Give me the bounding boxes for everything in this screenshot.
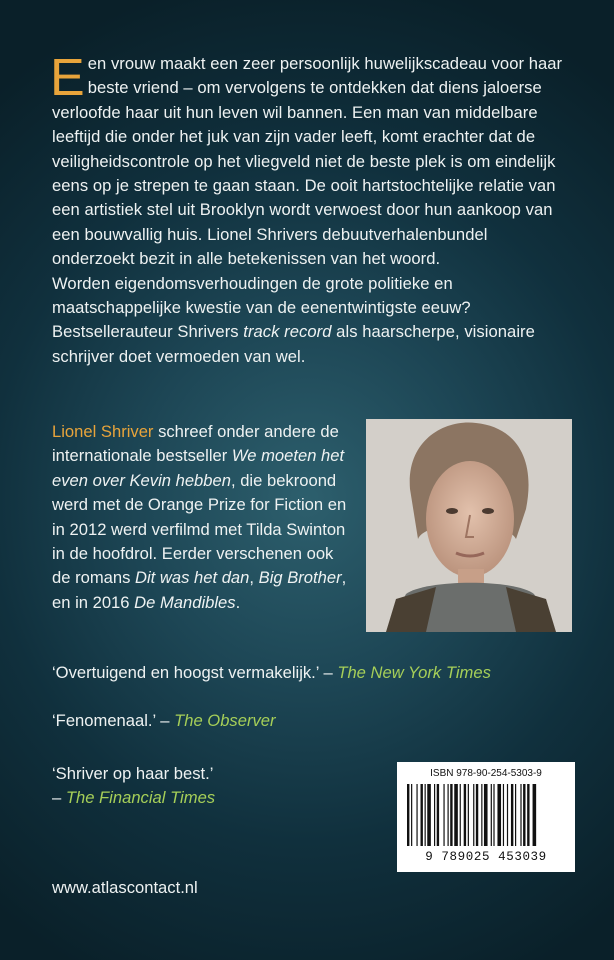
bio-book-4: De Mandibles <box>134 592 236 612</box>
publisher-website[interactable]: www.atlascontact.nl <box>52 878 198 897</box>
blurb-p3-end: als haarscherpe, visionaire schrijver doet vermoeden van wel. <box>52 322 535 366</box>
author-portrait-image <box>366 419 572 632</box>
barcode-bar <box>427 784 431 846</box>
quote-1-text: ‘Overtuigend en hoogst vermakelijk.’ – <box>52 663 338 682</box>
barcode <box>397 762 575 872</box>
isbn-label: ISBN 978-90-254-5303-9 <box>430 768 542 779</box>
author-bio-paragraph <box>52 420 352 615</box>
drop-cap: E <box>50 49 85 107</box>
blurb-p3-italic: track record <box>243 322 332 342</box>
blurb-paragraph-3 <box>52 320 572 369</box>
review-quote-financial-times <box>52 762 215 811</box>
barcode-bar <box>434 784 435 846</box>
bio-book-1: We moeten het even over Kevin hebben <box>52 446 345 490</box>
barcode-bar <box>454 784 458 846</box>
barcode-bar <box>407 784 409 846</box>
barcode-bar <box>520 784 521 846</box>
blurb-p3-start: Bestsellerauteur Shrivers <box>52 322 244 342</box>
barcode-bar <box>497 784 501 846</box>
barcode-bar <box>468 784 469 846</box>
barcode-bar <box>523 784 525 846</box>
quote-1-source: The New York Times <box>337 663 491 682</box>
barcode-bar <box>533 784 537 846</box>
author-name: Lionel Shriver <box>52 422 154 441</box>
barcode-bar <box>527 784 529 846</box>
review-quote-nyt <box>52 661 491 685</box>
blurb-paragraph-1-text: en vrouw maakt een zeer persoonlijk huwelijkscadeau voor haar beste vriend – om vervolgens te ontdekken dat diens jaloerse verloofde haar uit hun leven wil bannen. Een man van middelbare leeftijd die onder het juk van zijn vader leeft, komt erachter dat de veiligheidscontrole op het vliegveld niet de beste plek is om eindelijk eens op je strepen te gaan staan. De ooit hartstochtelijke relatie van een artistiek stel uit Brooklyn wordt verwoest door hun aankoop van een bouwvallig huis. Lionel Shrivers debuutverhalenbundel onderzoekt bezit in alle betekenissen van het woord. <box>52 54 563 269</box>
barcode-bar <box>493 784 494 846</box>
bio-book-2: Dit was het dan <box>135 568 250 588</box>
quote-3-dash: – <box>52 788 66 808</box>
barcode-bar <box>473 784 474 846</box>
ean-number: 9 789025 453039 <box>425 850 547 864</box>
quote-3-text: ‘Shriver op haar best.’ <box>52 764 214 783</box>
barcode-bar <box>448 784 449 846</box>
author-bio <box>52 420 352 615</box>
barcode-bar <box>437 784 439 846</box>
barcode-bar <box>450 784 452 846</box>
bio-book-3: Big Brother <box>258 568 342 588</box>
bio-text-4: , en in 2016 <box>52 568 347 612</box>
barcode-bar <box>481 784 482 846</box>
barcode-bar <box>503 784 504 846</box>
barcode-bar <box>491 784 492 846</box>
barcode-bar <box>464 784 466 846</box>
barcode-bar <box>484 784 488 846</box>
barcode-bar <box>476 784 478 846</box>
barcode-bar <box>511 784 513 846</box>
barcode-bar <box>507 784 508 846</box>
blurb-paragraph-2: Worden eigendomsverhoudingen de grote politieke en maatschappelijke kwestie van de eenentwintigste eeuw? <box>52 273 471 318</box>
blurb-paragraph-1 <box>50 49 572 272</box>
barcode-bar <box>460 784 461 846</box>
bio-text-2: , die bekroond werd met de Orange Prize for Fiction en in 2012 werd verfilmd met Tilda Swinton in de hoofdrol. Eerder verschenen ook de romans <box>52 470 347 588</box>
quote-2-text: ‘Fenomenaal.’ – <box>52 711 175 730</box>
barcode-bar <box>425 784 426 846</box>
author-photo <box>366 419 572 632</box>
barcode-bars <box>405 784 567 850</box>
barcode-bar <box>416 784 417 846</box>
quote-3-source: The Financial Times <box>65 788 216 808</box>
bio-text-5: . <box>235 592 241 612</box>
bio-text-1: schreef onder andere de internationale bestseller <box>52 422 339 466</box>
barcode-bar <box>443 784 444 846</box>
barcode-bar <box>421 784 423 846</box>
quote-2-source: The Observer <box>174 711 276 730</box>
review-quote-observer <box>52 709 276 733</box>
bio-text-3: , <box>249 568 259 588</box>
blurb-text <box>50 49 572 369</box>
barcode-bar <box>411 784 412 846</box>
barcode-bar <box>515 784 516 846</box>
